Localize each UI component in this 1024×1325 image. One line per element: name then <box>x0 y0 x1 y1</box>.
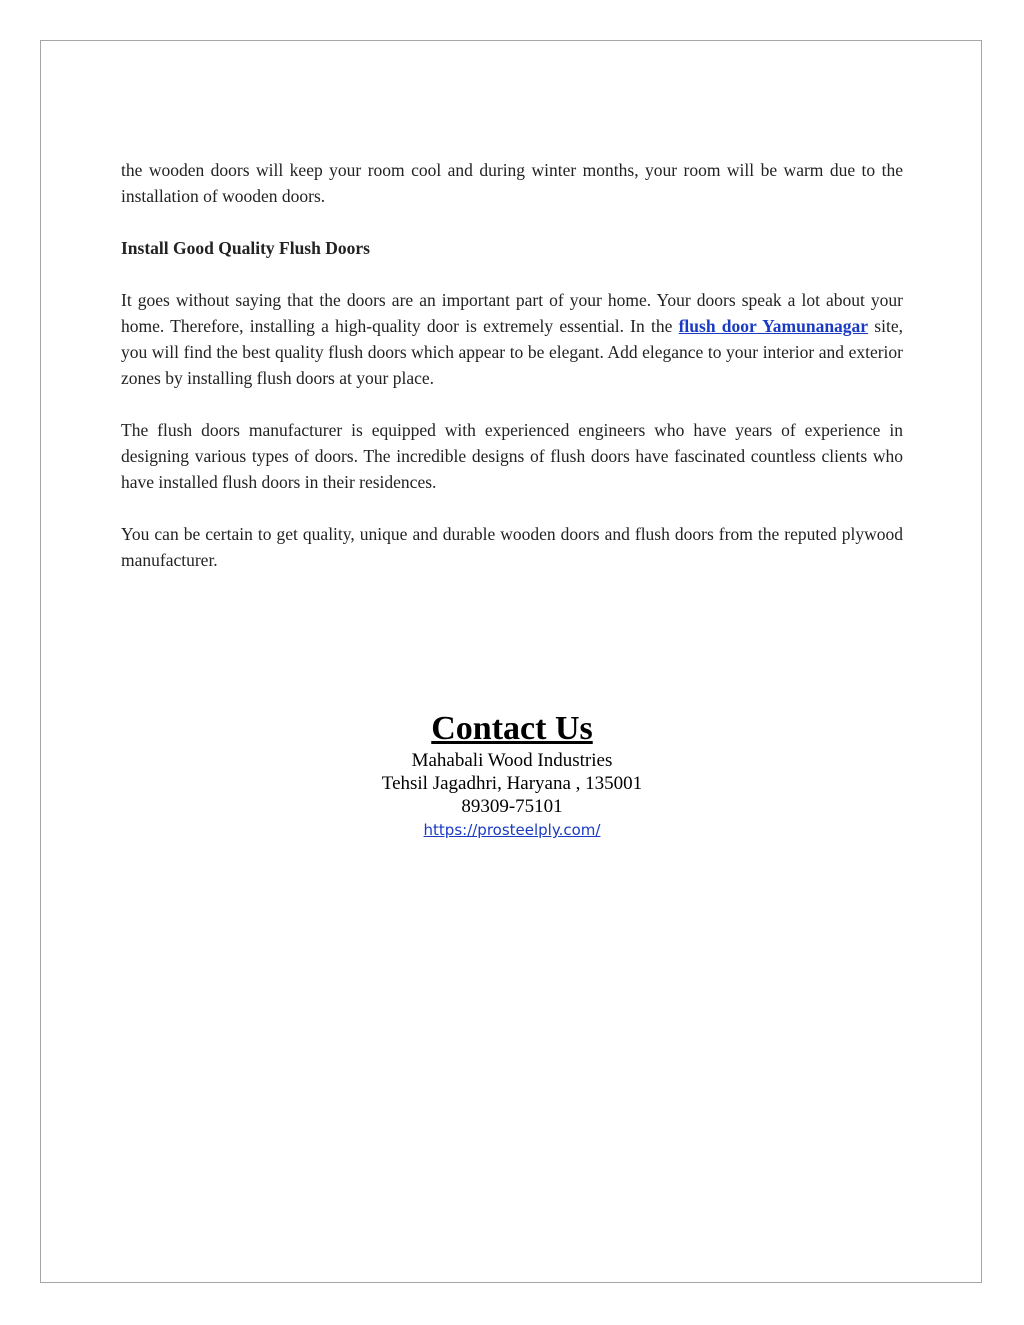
paragraph-closing: You can be certain to get quality, unique and durable wooden doors and flush doors from the reputed plywood manufacturer. <box>121 524 903 570</box>
section-heading: Install Good Quality Flush Doors <box>121 238 370 258</box>
paragraph-wooden-doors: the wooden doors will keep your room cool and during winter months, your room will be warm due to the installation of wooden doors. <box>121 160 903 206</box>
paragraph-flush-doors <box>121 287 903 391</box>
document-page <box>40 40 982 1283</box>
company-address: Tehsil Jagadhri, Haryana , 135001 <box>381 773 643 794</box>
article-body <box>121 157 903 599</box>
flush-door-yamunanagar-link[interactable]: flush door Yamunanagar <box>678 316 869 336</box>
paragraph-text-before-link: It goes without saying that the doors are an important part of your home. Your doors speak a lot about your home. Therefore, installing a high-quality door is extremely essential. In the <box>121 290 903 336</box>
company-phone: 89309-75101 <box>461 796 563 817</box>
contact-heading: Contact Us <box>431 710 593 747</box>
paragraph-text-after-link: site, you will find the best quality flush doors which appear to be elegant. Add elegance to your interior and exterior zones by installing flush doors at your place. <box>121 316 903 388</box>
paragraph-manufacturer: The flush doors manufacturer is equipped with experienced engineers who have years of experience in designing various types of doors. The incredible designs of flush doors have fascinated countless clients who have installed flush doors in their residences. <box>121 420 903 492</box>
contact-section <box>41 709 983 842</box>
website-link[interactable]: https://prosteelply.com/ <box>423 821 601 839</box>
company-name: Mahabali Wood Industries <box>411 750 613 771</box>
